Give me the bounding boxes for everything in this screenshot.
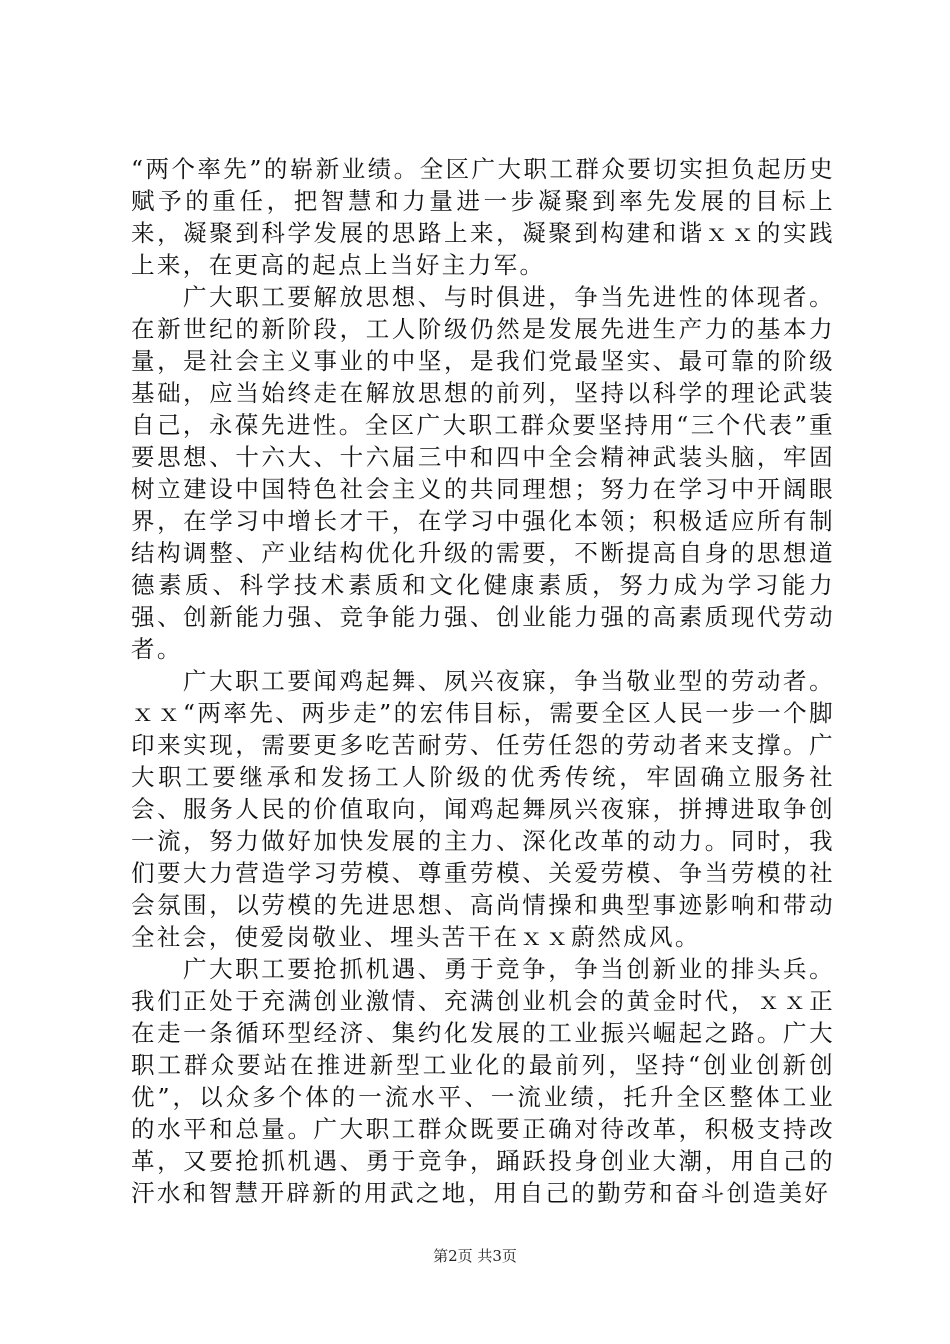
paragraph-liberate-thinking: 广大职工要解放思想、与时俱进，争当先进性的体现者。在新世纪的新阶段，工人阶级仍然是发展先进生产力的基本力量，是社会主义事业的中坚，是我们党最坚实、最可靠的阶级基础，应当始终走在解放思想的前列，坚持以科学的理论武装自己，永葆先进性。全区广大职工群众要坚持用“三个代表”重要思想、十六大、十六届三中和四中全会精神武装头脑，牢固树立建设中国特色社会主义的共同理想；努力在学习中开阔眼界，在学习中增长才干，在学习中强化本领；积极适应所有制结构调整、产业结构优化升级的需要，不断提高自身的思想道德素质、科学技术素质和文化健康素质，努力成为学习能力强、创新能力强、竞争能力强、创业能力强的高素质现代劳动者。 <box>131 283 835 663</box>
document-body <box>131 153 835 1209</box>
paragraph-dedicated-workers: 广大职工要闻鸡起舞、夙兴夜寐，争当敬业型的劳动者。ｘｘ“两率先、两步走”的宏伟目标，需要全区人民一步一个脚印来实现，需要更多吃苦耐劳、任劳任怨的劳动者来支撑。广大职工要继承和发扬工人阶级的优秀传统，牢固确立服务社会、服务人民的价值取向，闻鸡起舞夙兴夜寐，拼搏进取争创一流，努力做好加快发展的主力、深化改革的动力。同时，我们要大力营造学习劳模、尊重劳模、关爱劳模、争当劳模的社会氛围，以劳模的先进思想、高尚情操和典型事迹影响和带动全社会，使爱岗敬业、埋头苦干在ｘｘ蔚然成风。 <box>131 667 835 951</box>
paragraph-seize-opportunities: 广大职工要抢抓机遇、勇于竞争，争当创新业的排头兵。我们正处于充满创业激情、充满创业机会的黄金时代，ｘｘ正在走一条循环型经济、集约化发展的工业振兴崛起之路。广大职工群众要站在推进新型工业化的最前列，坚持“创业创新创优”，以众多个体的一流水平、一流业绩，托升全区整体工业的水平和总量。广大职工群众既要正确对待改革，积极支持改革，又要抢抓机遇、勇于竞争，踊跃投身创业大潮，用自己的汗水和智慧开辟新的用武之地，用自己的勤劳和奋斗创造美好 <box>131 955 835 1207</box>
paragraph-continuation: “两个率先”的崭新业绩。全区广大职工群众要切实担负起历史赋予的重任，把智慧和力量进一步凝聚到率先发展的目标上来，凝聚到科学发展的思路上来，凝聚到构建和谐ｘｘ的实践上来，在更高的起点上当好主力军。 <box>131 155 835 279</box>
page-number-footer: 第2页 共3页 <box>433 1247 517 1265</box>
